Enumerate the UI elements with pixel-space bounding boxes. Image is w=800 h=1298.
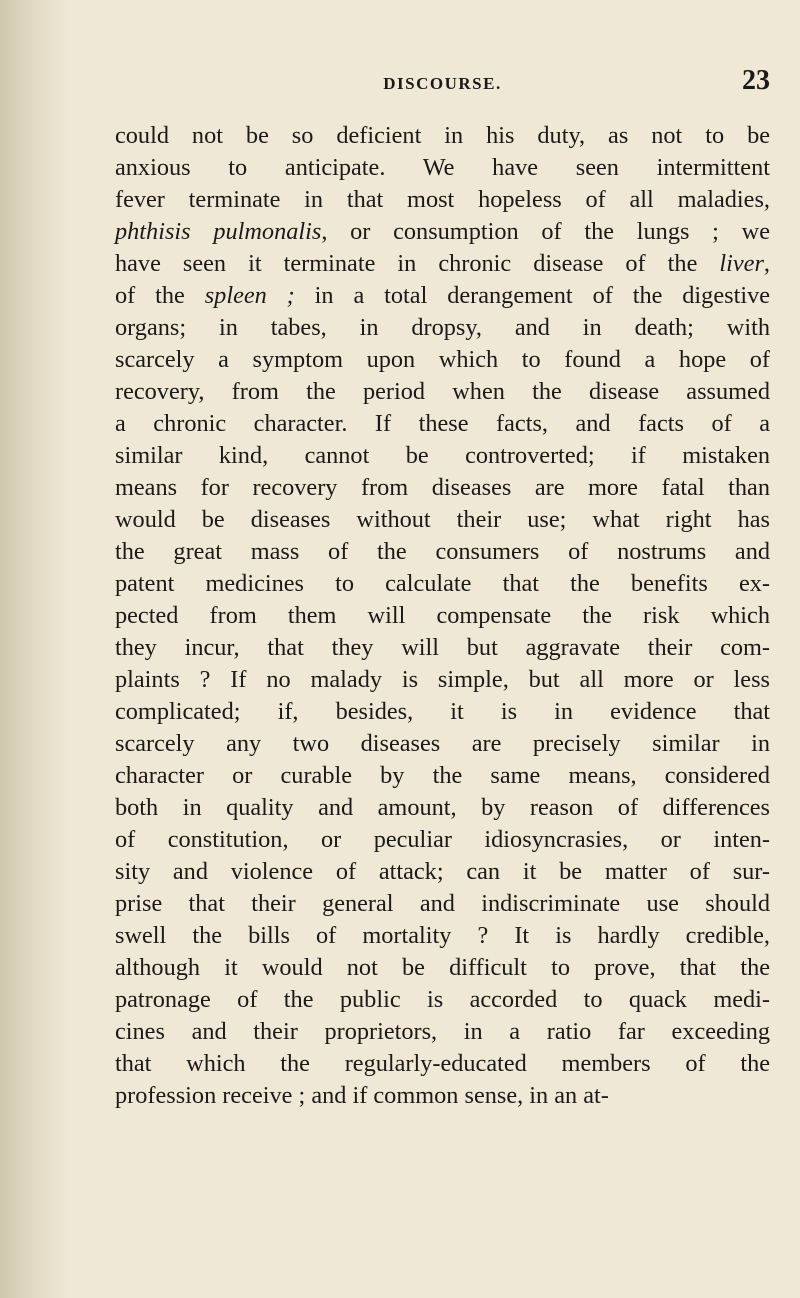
text-segment: patent medicines to calculate that the benefits ex-	[115, 570, 770, 597]
text-segment: would be diseases without their use; what right has	[115, 506, 770, 533]
running-title: DISCOURSE.	[383, 74, 502, 93]
text-line	[115, 568, 770, 600]
text-line	[115, 408, 770, 440]
text-segment: means for recovery from diseases are more fatal than	[115, 474, 770, 501]
text-segment: profession receive ; and if common sense, in an at-	[115, 1082, 609, 1109]
text-line	[115, 312, 770, 344]
text-segment: plaints ? If no malady is simple, but all more or less	[115, 666, 770, 693]
text-line	[115, 280, 770, 312]
text-line	[115, 856, 770, 888]
text-line	[115, 792, 770, 824]
text-line	[115, 248, 770, 280]
text-segment: the great mass of the consumers of nostrums and	[115, 538, 770, 565]
text-line	[115, 760, 770, 792]
running-head	[115, 60, 770, 100]
text-segment: scarcely any two diseases are precisely similar in	[115, 730, 770, 757]
text-segment: , or consumption of the lungs ; we	[321, 218, 770, 245]
text-segment: pected from them will compensate the risk which	[115, 602, 770, 629]
text-segment: prise that their general and indiscriminate use should	[115, 890, 770, 917]
text-segment: although it would not be difficult to prove, that the	[115, 954, 770, 981]
text-line	[115, 344, 770, 376]
text-line	[115, 920, 770, 952]
text-segment: scarcely a symptom upon which to found a hope of	[115, 346, 770, 373]
text-line	[115, 184, 770, 216]
text-segment: they incur, that they will but aggravate their com-	[115, 634, 770, 661]
text-segment: fever terminate in that most hopeless of all maladies,	[115, 186, 770, 213]
text-segment: of constitution, or peculiar idiosyncrasies, or inten-	[115, 826, 770, 853]
page-gutter-shadow	[0, 0, 70, 1298]
text-line	[115, 984, 770, 1016]
text-line	[115, 504, 770, 536]
text-line	[115, 376, 770, 408]
text-line	[115, 632, 770, 664]
text-line	[115, 696, 770, 728]
italic-term: liver	[719, 250, 764, 277]
text-segment: have seen it terminate in chronic disease of the	[115, 250, 720, 277]
text-segment: recovery, from the period when the disease assumed	[115, 378, 770, 405]
italic-term: phthisis pulmonalis	[115, 218, 322, 245]
text-line	[115, 888, 770, 920]
text-segment: ,	[763, 250, 770, 277]
text-line	[115, 440, 770, 472]
text-segment: swell the bills of mortality ? It is hardly credible,	[115, 922, 770, 949]
text-segment: anxious to anticipate. We have seen intermittent	[115, 154, 770, 181]
text-segment: similar kind, cannot be controverted; if mistaken	[115, 442, 770, 469]
text-segment: patronage of the public is accorded to quack medi-	[115, 986, 770, 1013]
text-line	[115, 664, 770, 696]
text-line	[115, 120, 770, 152]
text-segment: could not be so deficient in his duty, as not to be	[115, 122, 770, 149]
book-page	[115, 60, 770, 1112]
text-line	[115, 472, 770, 504]
text-line	[115, 536, 770, 568]
text-segment: that which the regularly-educated members of the	[115, 1050, 770, 1077]
body-text	[115, 120, 770, 1112]
italic-term: spleen ;	[204, 282, 295, 309]
text-segment: organs; in tabes, in dropsy, and in death; with	[115, 314, 770, 341]
text-line	[115, 1016, 770, 1048]
text-segment: a chronic character. If these facts, and facts of a	[115, 410, 770, 437]
text-line	[115, 1048, 770, 1080]
text-segment: of the	[115, 282, 205, 309]
text-segment: cines and their proprietors, in a ratio far exceeding	[115, 1018, 770, 1045]
text-line	[115, 824, 770, 856]
text-line	[115, 952, 770, 984]
text-segment: character or curable by the same means, considered	[115, 762, 770, 789]
text-line	[115, 152, 770, 184]
text-segment: in a total derangement of the digestive	[294, 282, 771, 309]
text-line	[115, 1080, 770, 1112]
text-segment: sity and violence of attack; can it be matter of sur-	[115, 858, 770, 885]
text-line	[115, 728, 770, 760]
text-segment: complicated; if, besides, it is in evidence that	[115, 698, 770, 725]
text-line	[115, 600, 770, 632]
text-segment: both in quality and amount, by reason of differences	[115, 794, 770, 821]
text-line	[115, 216, 770, 248]
page-number: 23	[742, 65, 770, 96]
